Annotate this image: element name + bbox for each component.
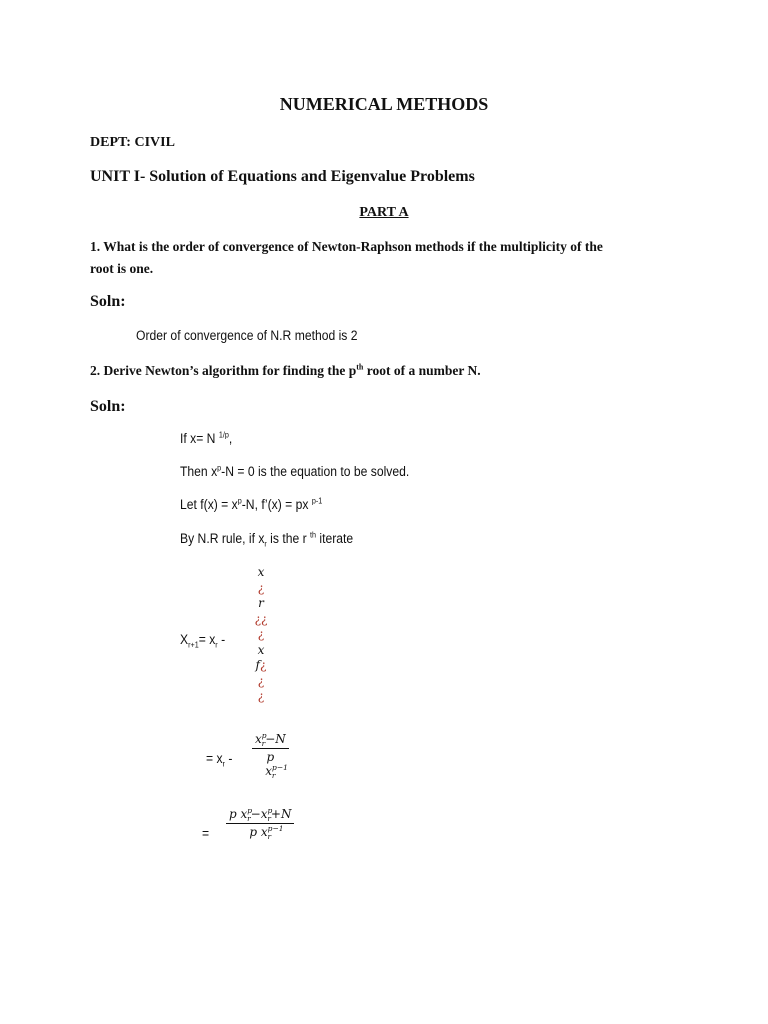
question-1-line-1: 1. What is the order of convergence of Newton-Raphson methods if the multiplicity of the: [90, 239, 603, 254]
superscript: p: [237, 496, 242, 506]
stack-glyph: ¿¿: [254, 611, 268, 626]
nr-formula-lhs: [180, 632, 226, 650]
unit-heading: UNIT I- Solution of Equations and Eigenvalue Problems: [90, 168, 475, 185]
equation-2-fraction: [252, 731, 289, 781]
superscript: th: [310, 530, 317, 540]
derivation-line-4: [180, 530, 354, 549]
department-label: DEPT: CIVIL: [90, 135, 175, 150]
fraction-bar: [226, 823, 294, 824]
question-1: [90, 236, 603, 280]
question-2-prefix: 2. Derive Newton’s algorithm for finding the p: [90, 363, 357, 378]
text: Let f(x) = x: [180, 497, 238, 512]
derivation-line-1: [180, 431, 232, 446]
fraction-denominator: p $x^{p-1}_r$: [265, 750, 288, 781]
text: By N.R rule, if x: [180, 531, 265, 546]
fraction-numerator: p $x^p_r-x^p_r+N$: [229, 806, 292, 824]
equation-3-prefix: =: [202, 826, 210, 841]
stack-glyph: ¿: [257, 673, 265, 688]
garbled-formula-stack: [252, 565, 270, 705]
text: is the r: [266, 531, 311, 546]
question-1-line-2: root is one.: [90, 261, 154, 276]
superscript: p: [217, 463, 222, 473]
text: -N, f’(x) = px: [241, 497, 312, 512]
text: = x: [198, 632, 216, 647]
stack-glyph-f: f: [255, 658, 260, 672]
stack-glyph: x: [257, 642, 265, 657]
solution-1-answer: Order of convergence of N.R method is 2: [136, 328, 358, 343]
equation-2-prefix: [206, 751, 233, 769]
fraction-bar: [252, 748, 289, 749]
text: Then x: [180, 464, 218, 479]
part-heading: PART A: [359, 205, 409, 220]
solution-2-label: Soln:: [90, 398, 126, 415]
equation-3-fraction: [226, 806, 294, 842]
stack-glyph-q: ¿: [260, 658, 267, 672]
stack-glyph: r: [258, 596, 264, 610]
stack-glyph: ¿: [257, 689, 265, 703]
question-2-suffix: root of a number N.: [363, 363, 481, 378]
subscript: r: [222, 759, 225, 769]
solution-1-label: Soln:: [90, 293, 126, 310]
text: -: [224, 751, 233, 766]
fraction-denominator: p $x^{p-1}_r$: [249, 824, 284, 842]
derivation-line-2: [180, 464, 409, 479]
stack-glyph: x: [257, 565, 265, 579]
superscript: p-1: [311, 496, 323, 506]
text: -: [217, 632, 226, 647]
text: X: [180, 632, 189, 647]
text: If x= N: [180, 431, 219, 446]
text: ,: [228, 431, 233, 446]
text: = x: [206, 751, 223, 766]
question-2-sup: th: [356, 362, 364, 372]
stack-glyph: ¿: [257, 627, 265, 641]
derivation-line-3: [180, 497, 322, 512]
subscript: r: [264, 539, 267, 549]
stack-glyph: ¿: [257, 580, 265, 595]
page-title: NUMERICAL METHODS: [279, 94, 489, 114]
stack-glyph: [252, 658, 270, 674]
subscript: r+1: [188, 640, 199, 650]
fraction-numerator: $x^p_r-N$: [255, 731, 286, 749]
text: -N = 0 is the equation to be solved.: [221, 464, 410, 479]
question-2: [90, 360, 481, 382]
superscript: 1/p: [218, 430, 229, 440]
subscript: r: [215, 640, 218, 650]
text: iterate: [316, 531, 354, 546]
